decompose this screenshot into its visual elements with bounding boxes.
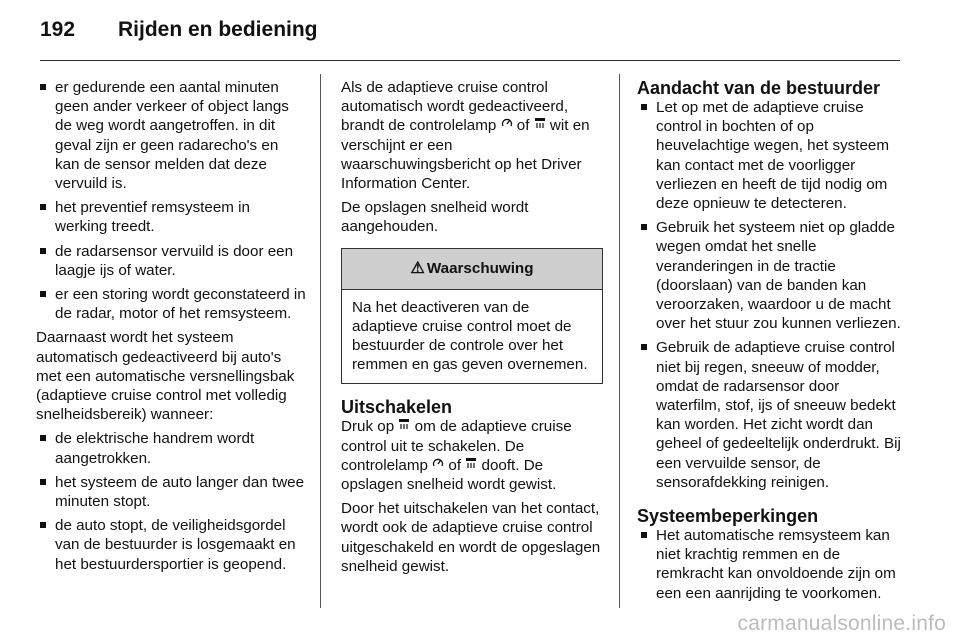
body-paragraph: Daarnaast wordt het systeem automatisch gedeactiveerd bij auto's met een automatische versnellingsbak (adaptieve cruise control met volledig snelheidsbereik) wanneer:	[36, 329, 295, 424]
cruise-control-lamp-icon	[501, 116, 513, 135]
text-span: dooft. De opslagen snelheid wordt gewist.	[341, 456, 557, 494]
adaptive-cruise-icon	[465, 456, 477, 475]
adaptive-cruise-icon	[534, 116, 546, 135]
list-item: de elektrische handrem wordt aangetrokken.	[36, 429, 306, 467]
list-item: Gebruik de adaptieve cruise control niet bij regen, sneeuw of modder, omdat de radarsensor door waterfilm, stof, ijs of sneeuw bedekt kan worden. Het zicht wordt dan geheel of gedeeltelijk onderdrukt. Bij een vervuilde sensor, de sensorafdekking reinigen.	[637, 338, 901, 492]
section-title-system-limits: Systeembeperkingen	[637, 506, 819, 527]
list-item: er een storing wordt geconstateerd in de radar, motor of het remsysteem.	[36, 285, 306, 323]
body-paragraph: De opslagen snelheid wordt aangehouden.	[341, 199, 529, 236]
warning-triangle-icon: ⚠	[410, 259, 425, 277]
list-item: het preventief remsysteem in werking treedt.	[36, 198, 306, 236]
header-divider	[40, 60, 900, 61]
column-divider-2	[619, 74, 620, 608]
body-paragraph	[341, 417, 603, 494]
column-2	[341, 78, 603, 581]
adaptive-cruise-icon	[398, 417, 410, 436]
page-title: Rijden en bediening	[118, 18, 318, 41]
page-header	[40, 18, 318, 48]
warning-heading	[342, 249, 602, 290]
column-3	[637, 78, 901, 608]
automatic-transmission-list	[36, 429, 306, 573]
deactivation-list	[36, 78, 306, 323]
list-item: Het automatische remsysteem kan niet krachtig remmen en de remkracht kan onvoldoende zijn om een een aanrijding te voorkomen.	[637, 526, 901, 603]
text-span: of	[512, 117, 534, 135]
section-title-uitschakelen: Uitschakelen	[341, 397, 453, 418]
section-title-driver-attention: Aandacht van de bestuurder	[637, 78, 881, 98]
driver-attention-list	[637, 98, 901, 492]
text-span: Als de adaptieve cruise control automatisch wordt gedeactiveerd, brandt de controlelamp	[341, 79, 569, 135]
text-span: Druk op	[341, 418, 399, 436]
warning-box	[341, 248, 603, 385]
warning-text: Na het deactiveren van de adaptieve cruise control moet de bestuurder de controle over het remmen en gas geven overnemen.	[352, 298, 588, 374]
page-number: 192	[40, 18, 76, 41]
list-item: Let op met de adaptieve cruise control in bochten of op heuvelachtige wegen, het systeem kan contact met de voorligger verliezen en heeft de tijd nodig om deze opnieuw te detecteren.	[637, 98, 901, 213]
body-paragraph: Door het uitschakelen van het contact, wordt ook de adaptieve cruise control uitgeschakeld en wordt de opgeslagen snelheid gewist.	[341, 500, 601, 575]
body-paragraph	[341, 78, 603, 193]
list-item: Gebruik het systeem niet op gladde wegen omdat het snelle veranderingen in de tractie (doorslaan) van de banden kan veroorzaken, waardoor u de macht over het stuur zou kunnen verliezen.	[637, 218, 901, 333]
column-divider-1	[320, 74, 321, 608]
list-item: de radarsensor vervuild is door een laagje ijs of water.	[36, 242, 306, 280]
list-item: het systeem de auto langer dan twee minuten stopt.	[36, 473, 306, 511]
column-1	[36, 78, 306, 579]
list-item: er gedurende een aantal minuten geen ander verkeer of object langs de weg wordt aangetroffen. in dit geval zijn er geen radarecho's en kan de sensor melden dat deze vervuild is.	[36, 78, 306, 193]
warning-heading-text: Waarschuwing	[426, 259, 534, 277]
watermark: carmanualsonline.info	[737, 612, 946, 635]
cruise-control-lamp-icon	[432, 456, 444, 475]
list-item: de auto stopt, de veiligheidsgordel van de bestuurder is losgemaakt en het bestuurdersportier is geopend.	[36, 516, 306, 574]
system-limits-list	[637, 526, 901, 603]
text-span: wit en verschijnt er een waarschuwingsbericht op het Driver Information Center.	[341, 117, 590, 193]
text-span: of	[444, 456, 466, 474]
text-span: om de adaptieve cruise control uit te schakelen. De controlelamp	[341, 418, 572, 474]
